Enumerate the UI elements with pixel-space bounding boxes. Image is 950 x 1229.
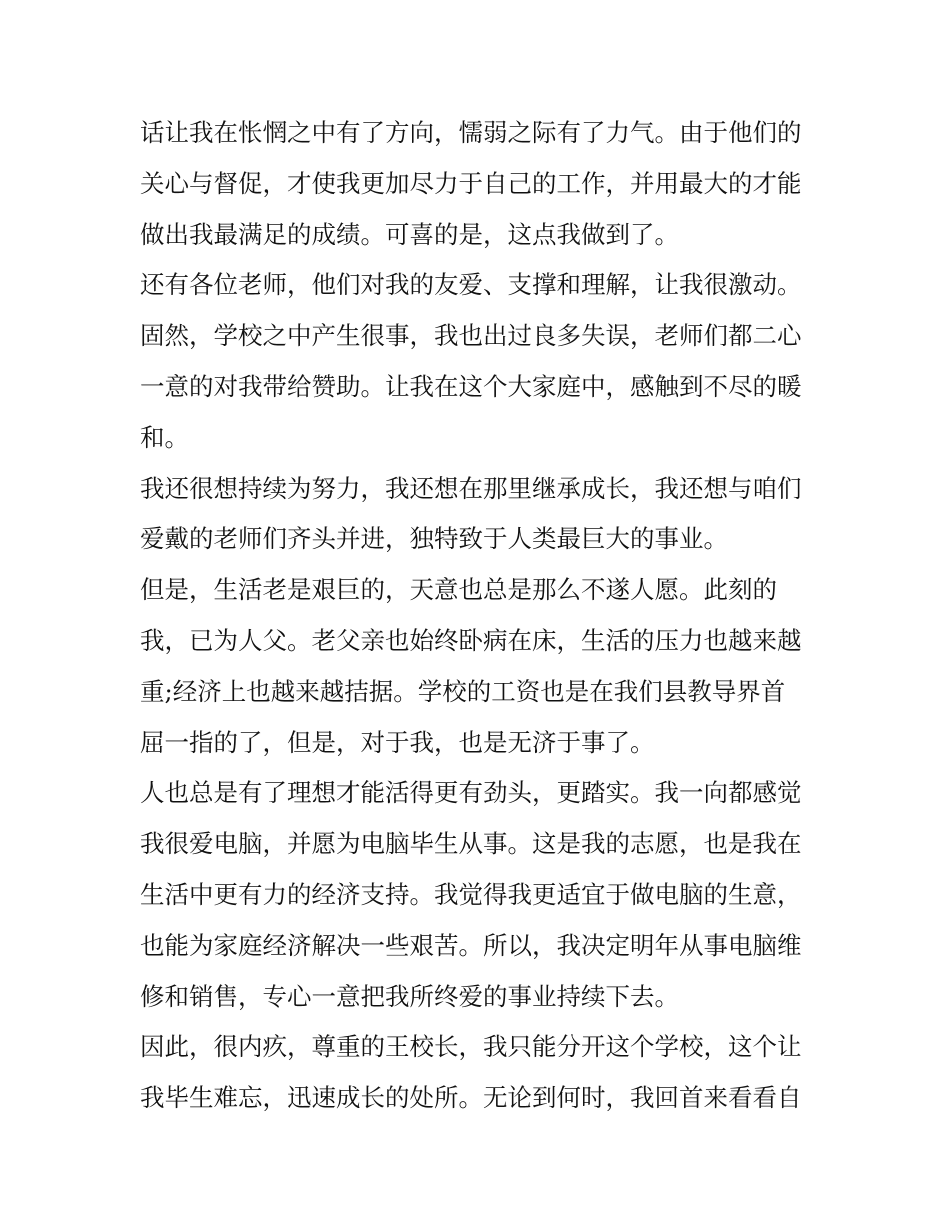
body-text xyxy=(140,108,820,1124)
text-line: 人也总是有了理想才能活得更有劲头，更踏实。我一向都感觉 xyxy=(140,778,802,808)
text-line: 我很爱电脑，并愿为电脑毕生从事。这是我的志愿，也是我在 xyxy=(140,829,802,859)
text-line: 固然，学校之中产生很事，我也出过良多失误，老师们都二心 xyxy=(140,321,802,351)
text-line: 修和销售，专心一意把我所终爱的事业持续下去。 xyxy=(140,981,679,1011)
text-line: 但是，生活老是艰巨的，天意也总是那么不遂人愿。此刻的 xyxy=(140,575,777,605)
text-line: 还有各位老师，他们对我的友爱、支撑和理解，让我很激动。 xyxy=(140,270,802,300)
text-line: 我，已为人父。老父亲也始终卧病在床，生活的压力也越来越 xyxy=(140,625,802,655)
text-line: 我还很想持续为努力，我还想在那里继承成长，我还想与咱们 xyxy=(140,473,802,503)
text-line: 屈一指的了，但是，对于我，也是无济于事了。 xyxy=(140,727,655,757)
text-line: 生活中更有力的经济支持。我觉得我更适宜于做电脑的生意， xyxy=(140,879,802,909)
text-line: 一意的对我带给赞助。让我在这个大家庭中，感触到不尽的暖 xyxy=(140,371,802,401)
text-line: 爱戴的老师们齐头并进，独特致于人类最巨大的事业。 xyxy=(140,524,728,554)
text-line: 做出我最满足的成绩。可喜的是，这点我做到了。 xyxy=(140,219,679,249)
text-line: 和。 xyxy=(140,422,189,452)
text-line: 也能为家庭经济解决一些艰苦。所以，我决定明年从事电脑维 xyxy=(140,930,802,960)
text-line: 重;经济上也越来越拮据。学校的工资也是在我们县教导界首 xyxy=(140,676,786,706)
text-line: 我毕生难忘，迅速成长的处所。无论到何时，我回首来看看自 xyxy=(140,1083,802,1113)
text-line: 关心与督促，才使我更加尽力于自己的工作，并用最大的才能 xyxy=(140,168,802,198)
text-line: 话让我在怅惘之中有了方向，懦弱之际有了力气。由于他们的 xyxy=(140,118,802,147)
text-line: 因此，很内疚，尊重的王校长，我只能分开这个学校，这个让 xyxy=(140,1032,802,1062)
